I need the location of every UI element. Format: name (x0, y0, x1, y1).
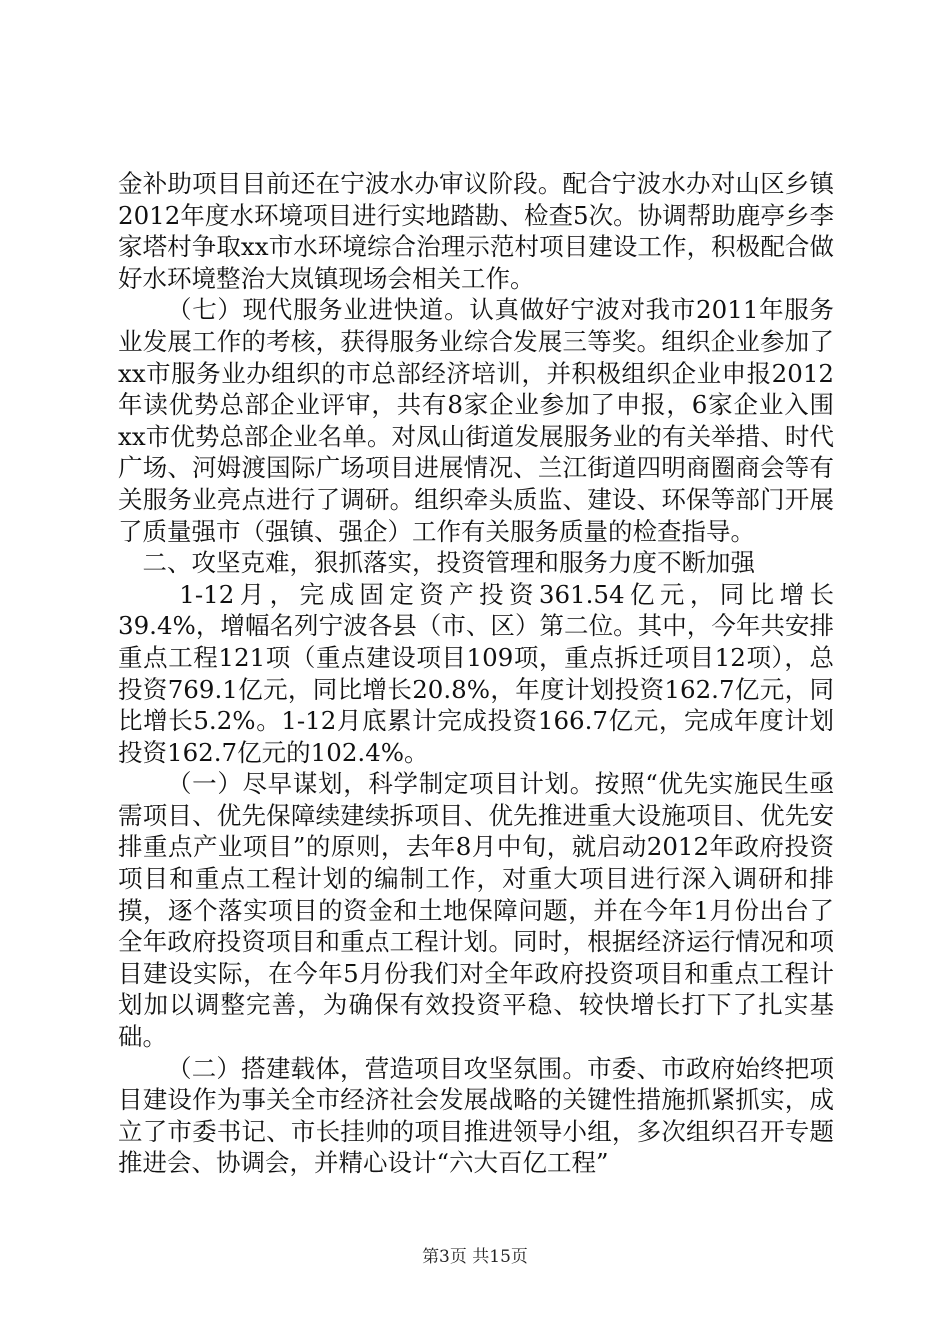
page-footer: 第3页 共15页 (422, 1247, 528, 1267)
section-heading-investment: 二、攻坚克难，狠抓落实，投资管理和服务力度不断加强 (142, 548, 755, 578)
paragraph-investment-stats: 1-12月，完成固定资产投资361.54亿元，同比增长39.4%，增幅名列宁波各县（市、区）第二位。其中，今年共安排重点工程121项（重点建设项目109项，重点拆迁项目12项），总投资769.1亿元，同比增长20.8%，年度计划投资162.7亿元，同比增长5.2%。1-12月底累计完成投资166.7亿元，完成年度计划投资162.7亿元的102.4%。 (118, 579, 834, 767)
paragraph-project-planning: （一）尽早谋划，科学制定项目计划。按照“优先实施民生亟需项目、优先保障续建续拆项目、优先推进重大设施项目、优先安排重点产业项目”的原则，去年8月中旬，就启动2012年政府投资项目和重点工程计划的编制工作，对重大项目进行深入调研和排摸，逐个落实项目的资金和土地保障问题，并在今年1月份出台了全年政府投资项目和重点工程计划。同时，根据经济运行情况和项目建设实际，在今年5月份我们对全年政府投资项目和重点工程计划加以调整完善，为确保有效投资平稳、较快增长打下了扎实基础。 (118, 769, 834, 1052)
document-body (118, 168, 834, 1179)
paragraph-service-industry: （七）现代服务业进快道。认真做好宁波对我市2011年服务业发展工作的考核，获得服务业综合发展三等奖。组织企业参加了xx市服务业办组织的市总部经济培训，并积极组织企业申报2012年读优势总部企业评审，共有8家企业参加了申报，6家企业入围xx市优势总部企业名单。对凤山街道发展服务业的有关举措、时代广场、河姆渡国际广场项目进展情况、兰江街道四明商圈商会等有关服务业亮点进行了调研。组织牵头质监、建设、环保等部门开展了质量强市（强镇、强企）工作有关服务质量的检查指导。 (118, 295, 834, 546)
paragraph-project-carrier: （二）搭建载体，营造项目攻坚氛围。市委、市政府始终把项目建设作为事关全市经济社会发展战略的关键性措施抓紧抓实，成立了市委书记、市长挂帅的项目推进领导小组，多次组织召开专题推进会、协调会，并精心设计“六大百亿工程” (118, 1053, 834, 1178)
paragraph-continuation: 金补助项目目前还在宁波水办审议阶段。配合宁波水办对山区乡镇2012年度水环境项目进行实地踏勘、检查5次。协调帮助鹿亭乡李家塔村争取xx市水环境综合治理示范村项目建设工作，积极配合做好水环境整治大岚镇现场会相关工作。 (118, 169, 834, 293)
